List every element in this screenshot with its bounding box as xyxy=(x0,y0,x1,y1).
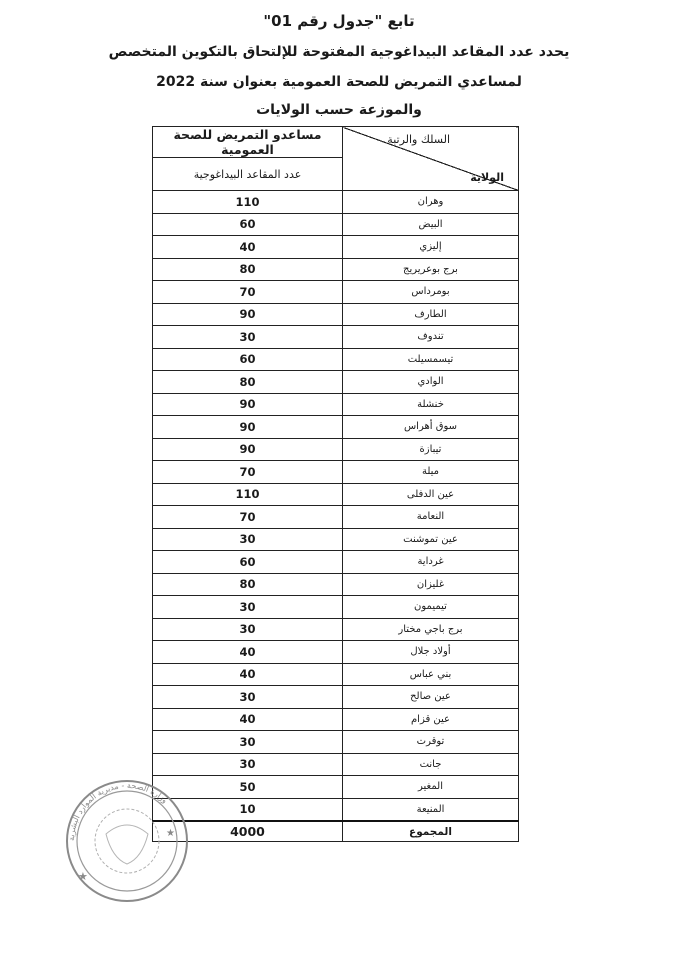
table-row xyxy=(153,731,519,754)
seats-value: 90 xyxy=(153,303,343,326)
total-row xyxy=(153,821,519,842)
wilaya-name: البيض xyxy=(343,213,519,236)
document-subtitle-line1: يحدد عدد المقاعد البيداغوجية المفتوحة للإلتحاق بالتكوين المتخصص xyxy=(108,44,570,60)
seats-value: 60 xyxy=(153,213,343,236)
wilaya-name: برج بوعريريج xyxy=(343,258,519,281)
wilaya-name: سوق أهراس xyxy=(343,416,519,439)
document-subtitle-line2: لمساعدي التمريض للصحة العمومية بعنوان سنة 2022 xyxy=(156,74,522,90)
wilaya-name: المغير xyxy=(343,776,519,799)
seats-value: 40 xyxy=(153,663,343,686)
official-stamp xyxy=(62,776,192,906)
table-row xyxy=(153,326,519,349)
wilaya-name: برج باجي مختار xyxy=(343,618,519,641)
diagonal-header-cell xyxy=(343,127,519,191)
svg-text:وزارة الصحة - مديرية الموارد ا xyxy=(67,781,169,841)
table-row xyxy=(153,573,519,596)
wilaya-name: خنشلة xyxy=(343,393,519,416)
seats-value: 30 xyxy=(153,731,343,754)
seats-value: 40 xyxy=(153,236,343,259)
wilaya-name: النعامة xyxy=(343,506,519,529)
seats-value: 30 xyxy=(153,686,343,709)
seats-value: 40 xyxy=(153,708,343,731)
seats-table xyxy=(152,126,519,842)
table-row xyxy=(153,753,519,776)
table-row xyxy=(153,618,519,641)
table-row xyxy=(153,798,519,821)
wilaya-name: الطارف xyxy=(343,303,519,326)
table-row xyxy=(153,438,519,461)
table-row xyxy=(153,506,519,529)
table-row xyxy=(153,776,519,799)
diag-header-rank: السلك والرتبة xyxy=(387,133,450,146)
seats-value: 70 xyxy=(153,281,343,304)
wilaya-name: المنيعة xyxy=(343,798,519,821)
seats-value: 30 xyxy=(153,596,343,619)
wilaya-name: تيسمسيلت xyxy=(343,348,519,371)
wilaya-name: عين صالح xyxy=(343,686,519,709)
seats-value: 90 xyxy=(153,416,343,439)
seats-value: 10 xyxy=(153,798,343,821)
table-row xyxy=(153,596,519,619)
total-value: 4000 xyxy=(153,821,343,842)
diag-header-wilaya: الولاية xyxy=(470,171,504,184)
seats-value: 40 xyxy=(153,641,343,664)
wilaya-name: توقرت xyxy=(343,731,519,754)
table-row xyxy=(153,528,519,551)
table-row xyxy=(153,303,519,326)
table-row xyxy=(153,371,519,394)
seats-value: 110 xyxy=(153,483,343,506)
table-row xyxy=(153,258,519,281)
wilaya-name: عين تموشنت xyxy=(343,528,519,551)
table-row xyxy=(153,213,519,236)
wilaya-name: الوادي xyxy=(343,371,519,394)
wilaya-name: وهران xyxy=(343,191,519,214)
table-row xyxy=(153,461,519,484)
stamp-text: وزارة الصحة - مديرية الموارد البشرية xyxy=(66,780,170,842)
wilaya-name: عين الدفلى xyxy=(343,483,519,506)
table-row xyxy=(153,393,519,416)
seats-value: 80 xyxy=(153,371,343,394)
wilaya-name: ميلة xyxy=(343,461,519,484)
wilaya-name: جانت xyxy=(343,753,519,776)
table-row xyxy=(153,236,519,259)
seats-value: 30 xyxy=(153,753,343,776)
total-label: المجموع xyxy=(343,821,519,842)
document-title: تابع "جدول رقم 01" xyxy=(263,12,415,30)
seats-column-header: عدد المقاعد البيداغوجية xyxy=(153,158,343,191)
seats-value: 60 xyxy=(153,551,343,574)
svg-text:★: ★ xyxy=(166,828,175,839)
seats-value: 30 xyxy=(153,528,343,551)
table-row xyxy=(153,641,519,664)
seats-value: 80 xyxy=(153,573,343,596)
wilaya-name: إليزي xyxy=(343,236,519,259)
wilaya-name: عين قزام xyxy=(343,708,519,731)
table-row xyxy=(153,416,519,439)
wilaya-name: بومرداس xyxy=(343,281,519,304)
wilaya-name: تندوف xyxy=(343,326,519,349)
table-row xyxy=(153,663,519,686)
table-row xyxy=(153,281,519,304)
table-row xyxy=(153,191,519,214)
table-row xyxy=(153,708,519,731)
wilaya-name: غليزان xyxy=(343,573,519,596)
table-row xyxy=(153,483,519,506)
group-header: مساعدو التمريض للصحة العمومية xyxy=(153,127,343,158)
seats-value: 70 xyxy=(153,461,343,484)
seats-value: 70 xyxy=(153,506,343,529)
wilaya-name: غرداية xyxy=(343,551,519,574)
seats-value: 90 xyxy=(153,438,343,461)
seats-value: 30 xyxy=(153,326,343,349)
seats-value: 80 xyxy=(153,258,343,281)
seats-value: 90 xyxy=(153,393,343,416)
seats-value: 60 xyxy=(153,348,343,371)
seats-value: 110 xyxy=(153,191,343,214)
svg-text:★: ★ xyxy=(78,870,88,883)
wilaya-name: تيبازة xyxy=(343,438,519,461)
seats-value: 50 xyxy=(153,776,343,799)
table-row xyxy=(153,551,519,574)
table-row xyxy=(153,348,519,371)
seats-value: 30 xyxy=(153,618,343,641)
document-subtitle-line3: والموزعة حسب الولايات xyxy=(256,102,422,118)
wilaya-name: بني عباس xyxy=(343,663,519,686)
wilaya-name: تيميمون xyxy=(343,596,519,619)
wilaya-name: أولاد جلال xyxy=(343,641,519,664)
table-row xyxy=(153,686,519,709)
